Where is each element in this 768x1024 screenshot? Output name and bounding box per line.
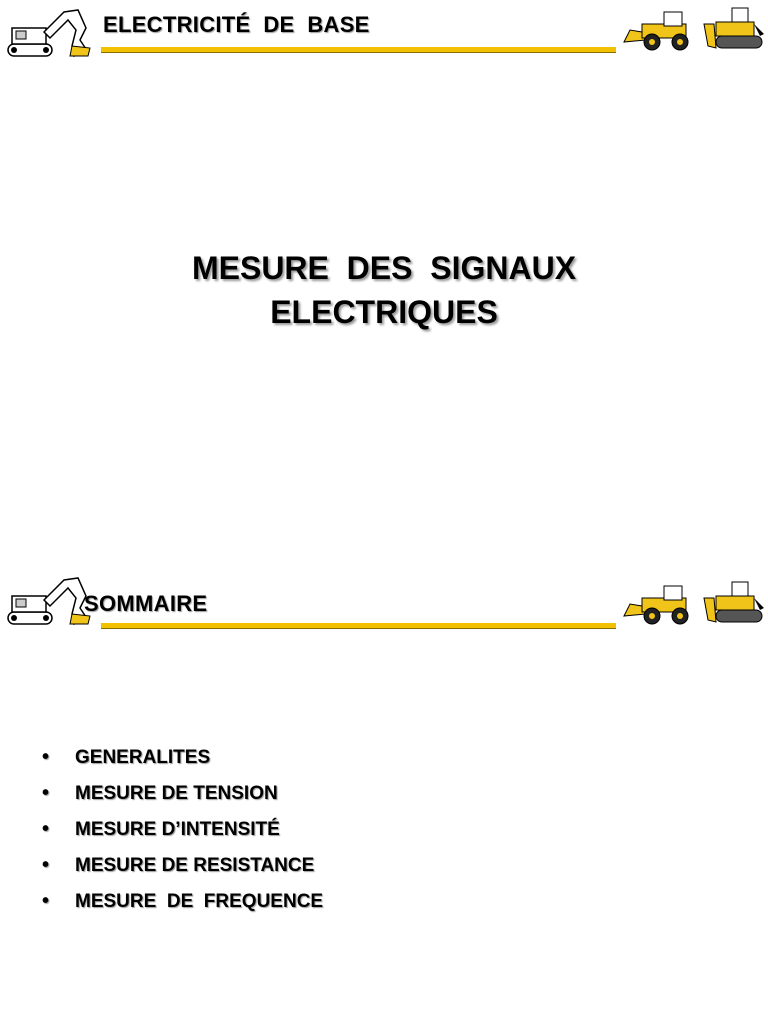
bullet-marker: •: [42, 746, 50, 768]
summary-slide: [0, 512, 768, 1024]
header-title: ELECTRICITÉ DE BASE: [103, 12, 370, 37]
list-item: [42, 889, 323, 925]
list-item-label: MESURE DE FREQUENCE: [75, 891, 324, 912]
main-title: MESURE DES SIGNAUX ELECTRIQUES: [191, 250, 577, 330]
list-item: [42, 817, 323, 853]
list-item-label: MESURE DE RESISTANCE: [75, 855, 315, 876]
bullet-marker: •: [42, 890, 50, 912]
summary-list: [42, 745, 323, 925]
excavator-icon: [6, 6, 96, 60]
list-item: [42, 781, 323, 817]
loader-and-bulldozer-icon: [620, 578, 766, 628]
list-item: [42, 745, 323, 781]
list-item-label: GENERALITES: [75, 747, 211, 768]
loader-and-bulldozer-icon: [620, 4, 766, 54]
bullet-marker: •: [42, 818, 50, 840]
bullet-marker: •: [42, 854, 50, 876]
list-item-label: MESURE DE TENSION: [75, 783, 278, 804]
list-item-label: MESURE D’INTENSITÉ: [75, 819, 280, 840]
header-rule: [101, 623, 616, 629]
list-item: [42, 853, 323, 889]
header-rule: [101, 47, 616, 53]
bullet-marker: •: [42, 782, 50, 804]
excavator-icon: [6, 574, 96, 628]
header-title: SOMMAIRE: [84, 591, 208, 616]
